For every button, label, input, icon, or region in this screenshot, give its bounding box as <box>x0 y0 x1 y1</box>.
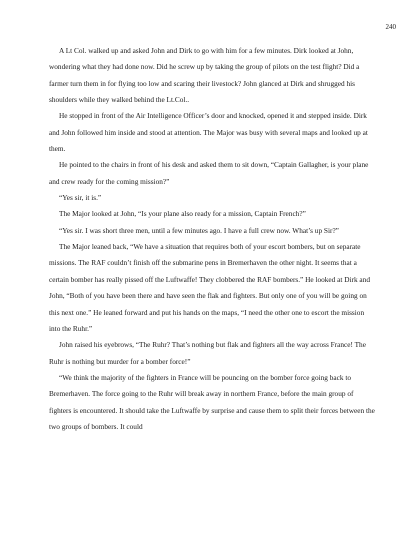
paragraph-7: The Major leaned back, “We have a situation that requires both of your escort bombers, but on separate missions. The RAF couldn’t finish off the submarine pens in Bremerhaven the other night. It seems that a certain bomber has really pissed off the Luftwaffe! They clobbered the RAF bombers.” He looked at Dirk and John, “Both of you have been there and have seen the flak and fighters. But only one of you will be going on this next one.” He leaned forward and put his hands on the maps, “I need the other one to escort the mission into the Ruhr.” <box>49 242 370 333</box>
paragraph-9: “We think the majority of the fighters in France will be pouncing on the bomber force going back to Bremerhaven. The force going to the Ruhr will break away in northern France, before the main group of fighters is encountered. It should take the Luftwaffe by surprise and cause them to split their forces between the two groups of bombers. It could <box>49 372 375 431</box>
paragraph-6: “Yes sir. I was short three men, until a few minutes ago. I have a full crew now. What’s up Sir?” <box>59 225 339 235</box>
paragraph-2: He stopped in front of the Air Intelligence Officer’s door and knocked, opened it and stepped inside. Dirk and John followed him inside and stood at attention. The Major was busy with several maps and looked up at them. <box>49 111 368 154</box>
paragraph-4: “Yes sir, it is.” <box>59 193 102 203</box>
body-text <box>49 43 375 435</box>
paragraph-5: The Major looked at John, “Is your plane also ready for a mission, Captain French?” <box>59 209 306 219</box>
page-number: 240 <box>385 23 396 31</box>
paragraph-3: He pointed to the chairs in front of his desk and asked them to sit down, “Captain Gallagher, is your plane and crew ready for the coming mission?” <box>49 160 369 186</box>
paragraph-1: A Lt Col. walked up and asked John and Dirk to go with him for a few minutes. Dirk looked at John, wondering what they had done now. Did he screw up by taking the group of pilots on the test flight? Did a farmer turn them in for flying too low and scaring their livestock? John glanced at Dirk and shrugged his shoulders while they walked behind the Lt.Col.. <box>49 46 360 105</box>
paragraph-8: John raised his eyebrows, “The Ruhr? That’s nothing but flak and fighters all the way across France! The Ruhr is nothing but murder for a bomber force!” <box>49 340 366 366</box>
